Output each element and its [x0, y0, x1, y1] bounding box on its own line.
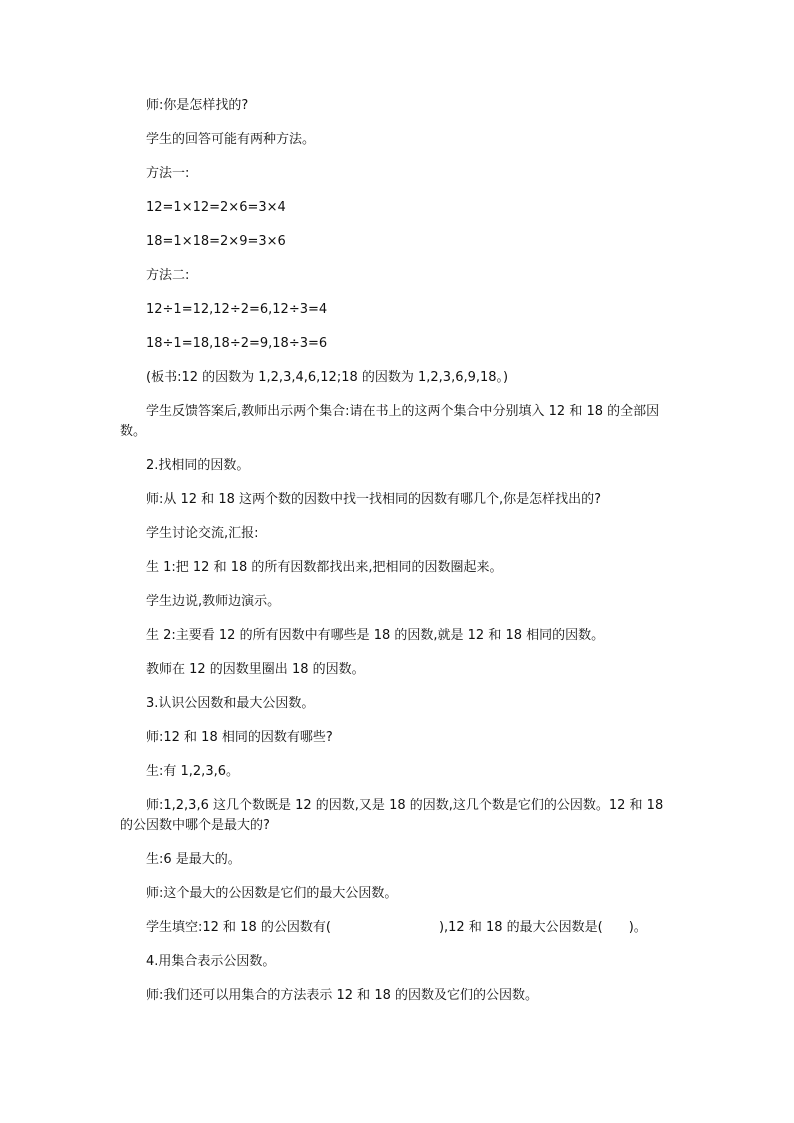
paragraph: 师:从 12 和 18 这两个数的因数中找一找相同的因数有哪几个,你是怎样找出的?: [146, 492, 602, 507]
paragraph: 师:12 和 18 相同的因数有哪些?: [146, 730, 333, 745]
paragraph: 生 2:主要看 12 的所有因数中有哪些是 18 的因数,就是 12 和 18 相同的因数。: [146, 628, 605, 643]
fill-blank-part1: 学生填空:12 和 18 的公因数有(: [146, 920, 331, 935]
paragraph: 师:你是怎样找的?: [146, 98, 249, 113]
equation-line: 18=1×18=2×9=3×6: [146, 234, 286, 249]
paragraph: 生:有 1,2,3,6。: [146, 764, 239, 779]
paragraph: 学生讨论交流,汇报:: [146, 526, 259, 541]
fill-blank-part2: ),12 和 18 的最大公因数是(: [438, 920, 603, 935]
fill-in-blank-line: [120, 918, 680, 938]
paragraph: 学生边说,教师边演示。: [146, 594, 281, 609]
paragraph: 师:我们还可以用集合的方法表示 12 和 18 的因数及它们的公因数。: [146, 988, 538, 1003]
paragraph: 生:6 是最大的。: [146, 852, 241, 867]
section-heading: 3.认识公因数和最大公因数。: [146, 696, 315, 711]
paragraph: 师:这个最大的公因数是它们的最大公因数。: [146, 886, 398, 901]
document-body: [120, 96, 680, 1020]
paragraph: 方法二:: [146, 268, 190, 283]
fill-blank-part3: )。: [628, 920, 647, 935]
paragraph: 生 1:把 12 和 18 的所有因数都找出来,把相同的因数圈起来。: [146, 560, 503, 575]
equation-line: 18÷1=18,18÷2=9,18÷3=6: [146, 336, 328, 351]
section-heading: 2.找相同的因数。: [146, 458, 250, 473]
section-heading: 4.用集合表示公因数。: [146, 954, 276, 969]
equation-line: 12÷1=12,12÷2=6,12÷3=4: [146, 302, 328, 317]
paragraph: 师:1,2,3,6 这几个数既是 12 的因数,又是 18 的因数,这几个数是它们的公因数。12 和 18 的公因数中哪个是最大的?: [120, 798, 668, 833]
paragraph: 学生反馈答案后,教师出示两个集合:请在书上的这两个集合中分别填入 12 和 18 的全部因数。: [120, 404, 660, 439]
paragraph: 方法一:: [146, 166, 190, 181]
board-note: (板书:12 的因数为 1,2,3,4,6,12;18 的因数为 1,2,3,6,9,18。): [146, 370, 509, 385]
paragraph: 教师在 12 的因数里圈出 18 的因数。: [146, 662, 365, 677]
equation-line: 12=1×12=2×6=3×4: [146, 200, 286, 215]
paragraph: 学生的回答可能有两种方法。: [146, 132, 316, 147]
